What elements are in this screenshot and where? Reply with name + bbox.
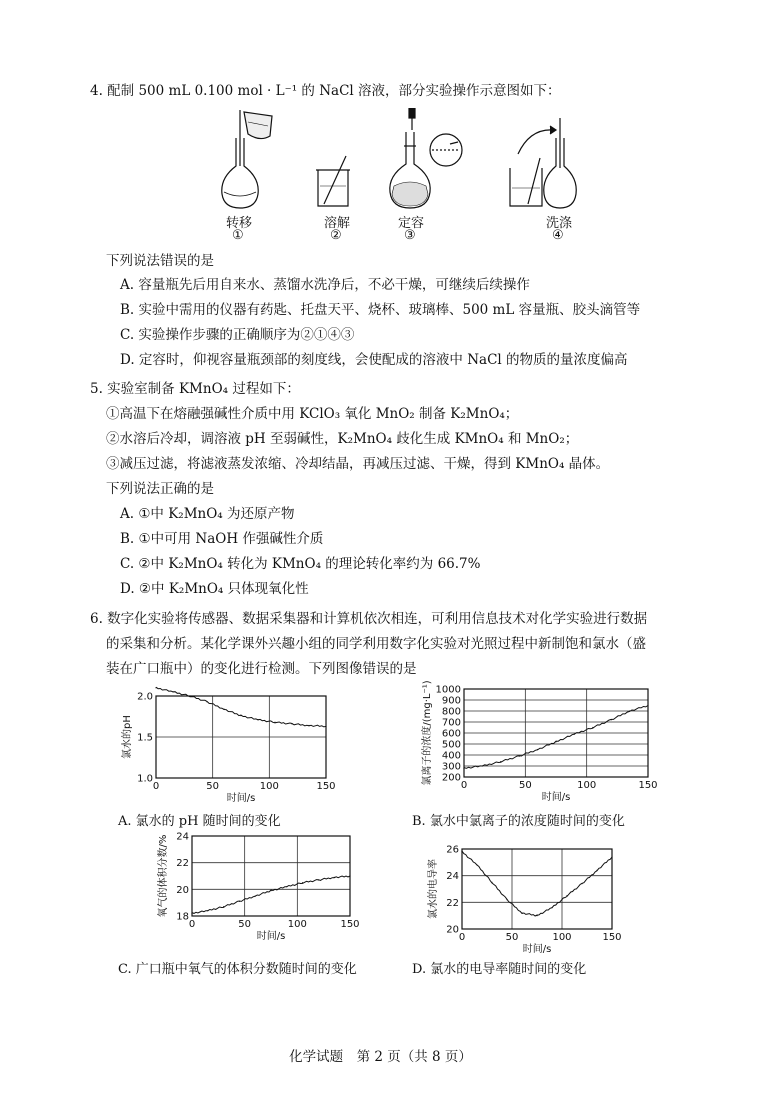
data-point (596, 870, 597, 871)
data-point (255, 895, 256, 896)
chart-c-oxygen (160, 830, 360, 955)
step-label-transfer: 转移 (226, 216, 253, 231)
y-tick-label: 1.0 (137, 773, 153, 785)
x-tick-label: 50 (238, 919, 252, 930)
data-point (349, 875, 350, 876)
data-point (257, 719, 258, 720)
q5-option-c: C. ②中 K₂MnO₄ 转化为 KMnO₄ 的理论转化率约为 66.7% (120, 556, 481, 572)
y-tick-label: 900 (441, 695, 461, 707)
data-point (521, 912, 522, 913)
page-footer: 化学试题 第 2 页（共 8 页） (289, 1049, 472, 1065)
x-tick-label: 0 (188, 919, 196, 930)
x-axis-label: 时间/s (541, 792, 571, 803)
data-point (476, 864, 477, 865)
y-tick-label: 24 (446, 871, 459, 883)
series-line (156, 687, 326, 727)
x-tick-label: 150 (638, 780, 658, 791)
data-point (325, 726, 326, 727)
q5-option-b: B. ①中可用 NaOH 作强碱性介质 (120, 531, 324, 547)
q6-stem-line-3: 装在广口瓶中）的变化进行检测。下列图像错误的是 (106, 661, 417, 677)
data-point (291, 723, 292, 724)
y-tick-label: 300 (441, 761, 461, 773)
step-num-1: ① (232, 228, 244, 243)
step-label-fill: 定容 (398, 216, 425, 231)
x-tick-label: 100 (577, 780, 597, 791)
data-point (537, 749, 538, 750)
wash-illustration (510, 118, 576, 208)
step-num-3: ③ (404, 228, 416, 243)
step-label-wash: 洗涤 (546, 216, 573, 231)
data-point (461, 851, 462, 852)
y-tick-label: 20 (176, 884, 189, 896)
q5-option-a: A. ①中 K₂MnO₄ 为还原产物 (120, 506, 295, 522)
x-axis-label: 时间/s (256, 931, 286, 942)
data-point (647, 705, 648, 706)
data-point (318, 879, 319, 880)
x-axis-label: 时间/s (226, 793, 256, 804)
q4-apparatus-figure (200, 108, 600, 218)
q5-step-1: ①高温下在熔融强碱性介质中用 KClO₃ 氧化 MnO₂ 制备 K₂MnO₄； (106, 406, 519, 422)
q6-stem-line-2: 的采集和分析。某化学课外兴趣小组的同学利用数字化实验对光照过程中新制饱和氯水（盛 (106, 636, 646, 652)
q5-stem: 5. 实验室制备 KMnO₄ 过程如下： (90, 381, 300, 397)
x-tick-label: 100 (259, 781, 279, 792)
series-line (462, 851, 612, 916)
q5-step-3: ③减压过滤，将滤液蒸发浓缩、冷却结晶，再减压过滤、干燥，得到 KMnO₄ 晶体。 (106, 456, 610, 472)
chart-b-caption: B. 氯水中氯离子的浓度随时间的变化 (412, 814, 625, 829)
data-point (482, 765, 483, 766)
chart-svg (160, 830, 360, 955)
y-axis-label: 氯水的电导率 (428, 859, 439, 919)
y-tick-label: 600 (441, 728, 461, 740)
dissolve-illustration (316, 156, 350, 206)
data-point (551, 907, 552, 908)
q4-prompt: 下列说法错误的是 (106, 253, 214, 269)
chart-b-chloride (420, 680, 660, 815)
y-tick-label: 200 (441, 772, 461, 784)
data-point (308, 725, 309, 726)
data-point (207, 910, 208, 911)
data-point (189, 695, 190, 696)
y-tick-label: 700 (441, 717, 461, 729)
step-label-dissolve: 溶解 (324, 216, 351, 231)
data-point (191, 913, 192, 914)
data-point (581, 883, 582, 884)
data-point (302, 882, 303, 883)
data-point (274, 722, 275, 723)
series-line (192, 876, 350, 913)
x-tick-label: 50 (206, 781, 220, 792)
chart-c-caption: C. 广口瓶中氧气的体积分数随时间的变化 (118, 962, 357, 977)
x-tick-label: 0 (460, 780, 468, 791)
data-point (555, 741, 556, 742)
y-tick-label: 22 (446, 897, 459, 909)
q4-option-c: C. 实验操作步骤的正确顺序为②①④③ (120, 327, 355, 343)
y-tick-label: 1.5 (137, 732, 153, 744)
data-point (574, 734, 575, 735)
data-point (519, 756, 520, 757)
chart-svg (428, 844, 622, 955)
step-num-4: ④ (552, 228, 564, 243)
step-num-2: ② (330, 228, 342, 243)
y-tick-label: 22 (176, 858, 189, 870)
q5-step-2: ②水溶后冷却，调溶液 pH 至弱碱性，K₂MnO₄ 歧化生成 KMnO₄ 和 MnO₂； (106, 431, 579, 447)
data-point (611, 856, 612, 857)
x-tick-label: 50 (518, 780, 532, 791)
y-tick-label: 400 (441, 750, 461, 762)
data-point (172, 691, 173, 692)
plot-frame (192, 836, 350, 916)
x-tick-label: 0 (152, 781, 160, 792)
q4-option-a: A. 容量瓶先后用自来水、蒸馏水洗净后，不必干燥，可继续后续操作 (120, 277, 530, 293)
data-point (334, 877, 335, 878)
data-point (206, 701, 207, 702)
y-tick-label: 20 (446, 924, 459, 936)
series-line (464, 706, 648, 769)
data-point (286, 886, 287, 887)
data-point (155, 687, 156, 688)
y-tick-label: 800 (441, 706, 461, 718)
x-tick-label: 0 (458, 932, 466, 943)
y-tick-label: 1000 (435, 684, 461, 696)
data-point (491, 882, 492, 883)
y-tick-label: 24 (176, 831, 189, 843)
chart-d-caption: D. 氯水的电导率随时间的变化 (412, 962, 587, 977)
data-point (240, 715, 241, 716)
x-tick-label: 150 (340, 919, 360, 930)
fill-to-mark-illustration (390, 108, 462, 208)
data-point (500, 761, 501, 762)
q4-stem: 4. 配制 500 mL 0.100 mol · L⁻¹ 的 NaCl 溶液，部分实验操作示意图如下： (90, 83, 561, 99)
data-point (611, 719, 612, 720)
x-tick-label: 150 (316, 781, 336, 792)
data-point (566, 895, 567, 896)
transfer-illustration (222, 110, 272, 208)
data-point (536, 915, 537, 916)
y-tick-label: 2.0 (137, 691, 153, 703)
y-tick-label: 26 (446, 844, 459, 856)
data-point (592, 727, 593, 728)
chart-svg (118, 690, 338, 815)
data-point (223, 709, 224, 710)
y-axis-label: 氯水的pH (122, 715, 133, 759)
chart-a-ph (118, 690, 338, 815)
x-tick-label: 100 (552, 932, 572, 943)
chart-a-caption: A. 氯水的 pH 随时间的变化 (118, 814, 281, 829)
x-tick-label: 100 (287, 919, 307, 930)
y-tick-label: 18 (176, 911, 189, 923)
chart-d-conductivity (428, 844, 622, 955)
x-tick-label: 50 (505, 932, 519, 943)
x-tick-label: 150 (602, 932, 622, 943)
chart-svg (420, 680, 660, 815)
data-point (270, 890, 271, 891)
y-axis-label: 氯离子的浓度/(mg·L⁻¹) (422, 680, 433, 786)
data-point (463, 768, 464, 769)
data-point (239, 901, 240, 902)
y-axis-label: 氧气的体积分数/% (158, 834, 169, 918)
y-tick-label: 500 (441, 739, 461, 751)
q4-option-d: D. 定容时，仰视容量瓶颈部的刻度线，会使配成的溶液中 NaCl 的物质的量浓度偏高 (120, 352, 628, 368)
data-point (629, 710, 630, 711)
q5-prompt: 下列说法正确的是 (106, 481, 214, 497)
q4-option-b: B. 实验中需用的仪器有药匙、托盘天平、烧杯、玻璃棒、500 mL 容量瓶、胶头滴管等 (120, 302, 641, 318)
q5-option-d: D. ②中 K₂MnO₄ 只体现氧化性 (120, 581, 309, 597)
x-axis-label: 时间/s (522, 944, 552, 955)
data-point (223, 906, 224, 907)
data-point (506, 899, 507, 900)
plot-frame (462, 849, 612, 929)
q6-stem-line-1: 6. 数字化实验将传感器、数据采集器和计算机依次相连，可利用信息技术对化学实验进行数据 (90, 611, 648, 627)
